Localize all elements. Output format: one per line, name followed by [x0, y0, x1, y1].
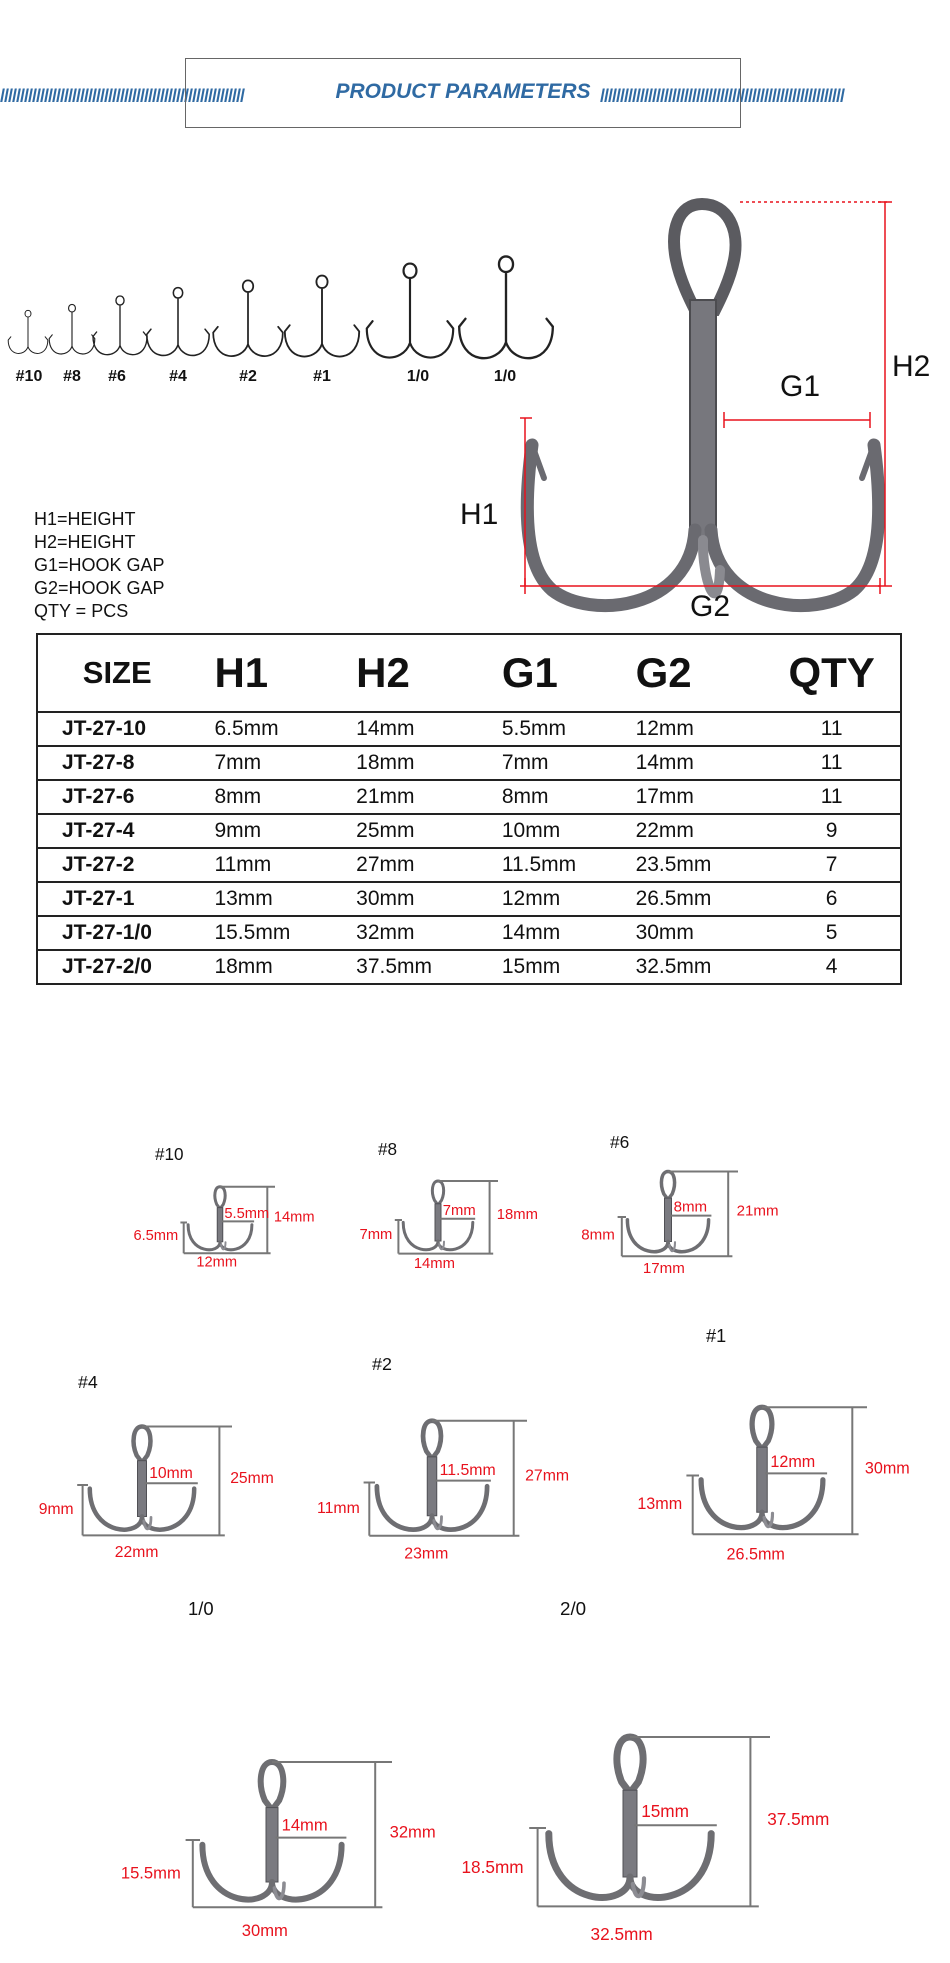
header-size: SIZE: [82, 655, 152, 690]
cell-h1: 11mm: [196, 848, 338, 882]
cell-g2: 32.5mm: [622, 950, 764, 984]
cell-qty: 5: [763, 916, 901, 950]
cell-g2: 12mm: [622, 712, 764, 746]
banner-stripes-right: /////////////////////////////////////////////////////////////: [600, 86, 845, 102]
hook-size-label: 1/0: [188, 1598, 214, 1619]
label-h1-value: 15.5mm: [120, 1863, 181, 1883]
cell-g1: 12mm: [484, 882, 622, 916]
size-label: #6: [108, 368, 126, 385]
hook-figure: [581, 1132, 778, 1277]
label-g2-value: 17mm: [642, 1260, 685, 1277]
label-g1-value: 7mm: [442, 1203, 476, 1220]
label-g1-value: 10mm: [149, 1464, 193, 1482]
legend-item: G2=HOOK GAP: [34, 578, 165, 598]
dimension-diagram: [440, 190, 950, 630]
header-g2: G2: [635, 649, 692, 696]
label-g2-value: 23mm: [404, 1545, 449, 1563]
cell-size: JT-27-6: [37, 780, 196, 814]
size-label: #10: [15, 368, 43, 385]
label-g2-value: 12mm: [196, 1254, 238, 1271]
cell-g1: 11.5mm: [484, 848, 622, 882]
large-treble-hook: [527, 204, 879, 606]
hook-size-label: #1: [706, 1326, 727, 1346]
banner-stripes-left: /////////////////////////////////////////////////////////////: [0, 86, 245, 102]
label-h1: H1: [460, 498, 499, 531]
label-h1-value: 18.5mm: [461, 1856, 524, 1877]
cell-size: JT-27-2: [37, 848, 196, 882]
size-label: #1: [313, 368, 331, 385]
cell-qty: 4: [763, 950, 901, 984]
label-g2-value: 32.5mm: [590, 1924, 653, 1944]
cell-h2: 14mm: [338, 712, 484, 746]
cell-g2: 17mm: [622, 780, 764, 814]
hook-silhouette-6: [93, 296, 147, 355]
cell-size: JT-27-10: [37, 712, 196, 746]
label-h1-value: 11mm: [316, 1499, 360, 1517]
hook-figure: [360, 1139, 538, 1272]
hook-silhouette-1: [285, 276, 359, 357]
hook-silhouette-4: [147, 288, 209, 356]
cell-qty: 9: [763, 814, 901, 848]
label-g1-value: 8mm: [673, 1198, 708, 1216]
cell-size: JT-27-1: [37, 882, 196, 916]
label-g2-value: 26.5mm: [726, 1545, 785, 1564]
table-row: [37, 882, 901, 916]
size-label: #8: [63, 368, 81, 385]
hook-figure: [39, 1372, 274, 1561]
cell-h2: 18mm: [338, 746, 484, 780]
cell-h1: 9mm: [196, 814, 338, 848]
cell-qty: 6: [763, 882, 901, 916]
label-h2-value: 30mm: [864, 1459, 910, 1478]
hook-size-label: 2/0: [560, 1598, 587, 1619]
hook-size-label: #2: [372, 1354, 392, 1374]
cell-g1: 5.5mm: [484, 712, 622, 746]
cell-h2: 32mm: [338, 916, 484, 950]
legend-item: QTY = PCS: [34, 601, 129, 621]
label-g2-value: 22mm: [114, 1544, 159, 1561]
cell-g2: 23.5mm: [622, 848, 764, 882]
cell-qty: 11: [763, 780, 901, 814]
hook-silhouette-8: [49, 304, 95, 354]
hook-size-label: #8: [378, 1139, 398, 1159]
table-row: [37, 814, 901, 848]
label-h2-value: 27mm: [525, 1467, 570, 1485]
hook-figure: [317, 1354, 569, 1563]
size-label: 1/0: [493, 368, 517, 385]
header-h1: H1: [214, 649, 269, 696]
label-g1: G1: [780, 370, 821, 403]
hook-silhouette-10: [8, 310, 48, 353]
cell-h1: 7mm: [196, 746, 338, 780]
spec-table: [36, 633, 902, 985]
hook-size-label: #10: [155, 1145, 184, 1164]
cell-h1: 6.5mm: [196, 712, 338, 746]
table-row: [37, 848, 901, 882]
header-g1: G1: [501, 649, 558, 696]
cell-qty: 11: [763, 746, 901, 780]
label-g1-value: 5.5mm: [224, 1206, 270, 1223]
cell-h1: 8mm: [196, 780, 338, 814]
label-g2-value: 30mm: [241, 1921, 288, 1940]
label-g2-value: 14mm: [413, 1256, 455, 1272]
cell-g2: 26.5mm: [622, 882, 764, 916]
size-label: 1/0: [406, 368, 430, 385]
label-h2-value: 21mm: [736, 1202, 779, 1220]
label-g1-value: 15mm: [641, 1800, 689, 1821]
label-h1-value: 6.5mm: [133, 1228, 179, 1245]
cell-qty: 7: [763, 848, 901, 882]
cell-g1: 14mm: [484, 916, 622, 950]
cell-g1: 10mm: [484, 814, 622, 848]
cell-g2: 30mm: [622, 916, 764, 950]
label-g2: G2: [690, 590, 731, 623]
label-h2-value: 25mm: [230, 1470, 274, 1488]
table-row: [37, 712, 901, 746]
label-h1-value: 8mm: [581, 1226, 615, 1244]
legend: [34, 508, 165, 623]
label-h1-value: 13mm: [637, 1495, 683, 1514]
cell-g2: 14mm: [622, 746, 764, 780]
label-g1-value: 14mm: [281, 1815, 328, 1835]
label-h1-value: 9mm: [38, 1500, 74, 1518]
table-row: [37, 950, 901, 984]
size-label: #2: [239, 368, 257, 385]
cell-h1: 18mm: [196, 950, 338, 984]
header-qty: QTY: [788, 649, 875, 696]
label-h2-value: 14mm: [273, 1209, 315, 1226]
cell-h2: 25mm: [338, 814, 484, 848]
hook-gallery: [0, 1080, 950, 1963]
label-h2-value: 18mm: [496, 1206, 538, 1223]
cell-g1: 7mm: [484, 746, 622, 780]
cell-h2: 27mm: [338, 848, 484, 882]
label-g1-value: 12mm: [770, 1453, 816, 1472]
banner-title-text: PRODUCT PARAMETERS: [331, 80, 594, 103]
banner-title: [185, 80, 741, 104]
cell-h2: 21mm: [338, 780, 484, 814]
legend-item: H1=HEIGHT: [34, 509, 136, 529]
legend-item: H2=HEIGHT: [34, 532, 136, 552]
hook-figure: [637, 1326, 909, 1564]
cell-size: JT-27-4: [37, 814, 196, 848]
header-h2: H2: [356, 649, 410, 696]
table-row: [37, 916, 901, 950]
table-header-row: [37, 634, 901, 712]
cell-size: JT-27-2/0: [37, 950, 196, 984]
cell-size: JT-27-1/0: [37, 916, 196, 950]
label-h1-value: 7mm: [359, 1227, 393, 1244]
hook-figure: [133, 1145, 314, 1271]
cell-size: JT-27-8: [37, 746, 196, 780]
label-h2-value: 32mm: [389, 1822, 436, 1842]
cell-h2: 37.5mm: [338, 950, 484, 984]
label-h2-value: 37.5mm: [767, 1809, 830, 1830]
label-g1-value: 11.5mm: [439, 1461, 496, 1479]
cell-h1: 15.5mm: [196, 916, 338, 950]
cell-qty: 11: [763, 712, 901, 746]
cell-g2: 22mm: [622, 814, 764, 848]
hook-size-label: #4: [78, 1372, 98, 1392]
hook-figure: [121, 1598, 436, 1940]
hook-size-label: #6: [610, 1132, 630, 1152]
size-label: #4: [169, 368, 187, 385]
label-h2: H2: [892, 350, 931, 383]
legend-item: G1=HOOK GAP: [34, 555, 165, 575]
hook-silhouette-2: [213, 280, 283, 356]
cell-g1: 15mm: [484, 950, 622, 984]
cell-h1: 13mm: [196, 882, 338, 916]
cell-h2: 30mm: [338, 882, 484, 916]
hook-figure: [462, 1598, 830, 1944]
table-row: [37, 746, 901, 780]
cell-g1: 8mm: [484, 780, 622, 814]
table-row: [37, 780, 901, 814]
